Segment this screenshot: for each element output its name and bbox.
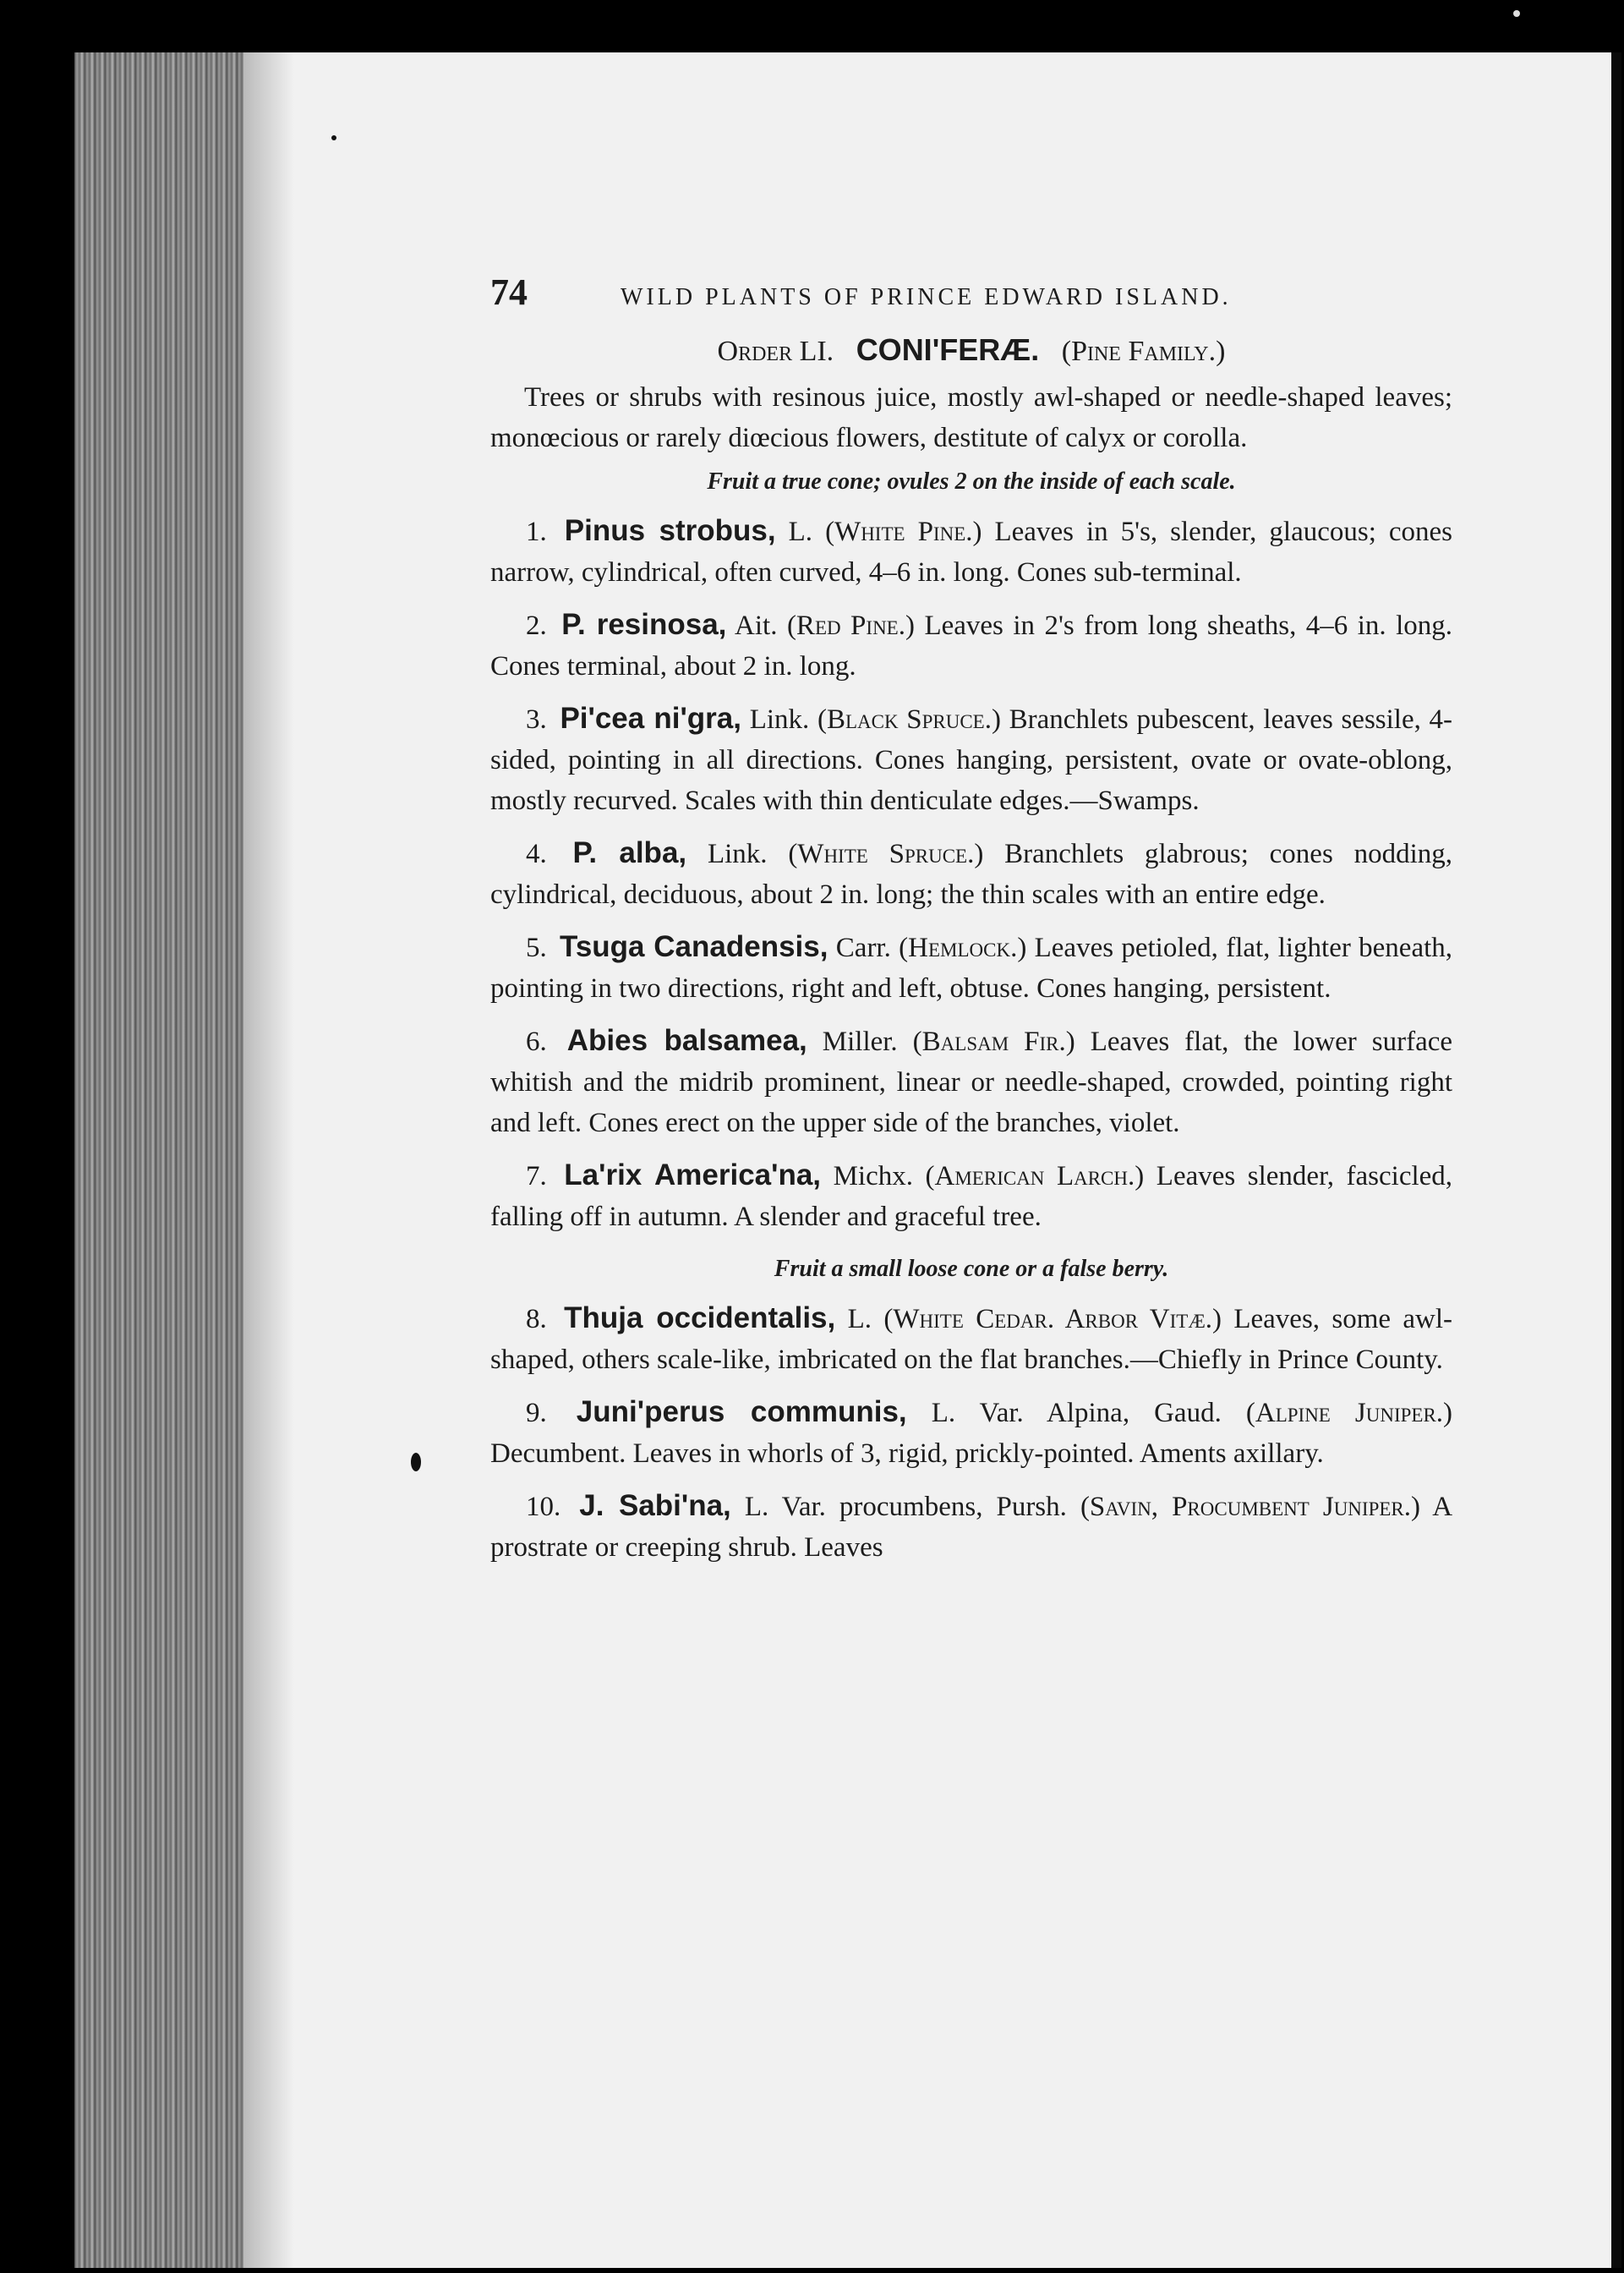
- species-description: Leaves petioled, flat, lighter beneath, pointing in two directions, right and left, obtuse. Cones hanging, persistent.: [490, 933, 1453, 1004]
- page-text: [490, 272, 1452, 1580]
- species-description: Branchlets glabrous; cones nodding, cylindrical, deciduous, about 2 in. long; the thin scales with an entire edge.: [490, 839, 1453, 910]
- species-number: 7.: [526, 1161, 547, 1191]
- species-entry: [490, 698, 1452, 821]
- species-description: Leaves slender, fascicled, falling off in autumn. A slender and graceful tree.: [490, 1161, 1453, 1232]
- species-description: Branchlets pubescent, leaves sessile, 4-sided, pointing in all directions. Cones hanging, persistent, ovate or ovate-oblong, mostly recurved. Scales with thin denticulate edges.—Swamps.: [490, 704, 1453, 816]
- section-subhead: Fruit a small loose cone or a false berry.: [774, 1256, 1169, 1282]
- species-common-name: (Hemlock.): [899, 933, 1027, 963]
- species-common-name: (White Cedar. Arbor Vitæ.): [883, 1304, 1222, 1334]
- species-common-name: (American Larch.): [925, 1161, 1145, 1191]
- species-common-name: (Balsam Fir.): [912, 1027, 1075, 1057]
- species-name: Abies balsamea,: [566, 1024, 807, 1057]
- species-number: 10.: [526, 1492, 561, 1522]
- dust-speck: [1513, 10, 1520, 17]
- page-number: 74: [490, 271, 528, 313]
- book-spine-shadow: [74, 52, 243, 2268]
- dust-speck: [331, 135, 336, 140]
- species-description: Leaves in 5's, slender, glaucous; cones narrow, cylindrical, often curved, 4–6 in. long. Cones sub-terminal.: [490, 517, 1453, 588]
- species-number: 4.: [526, 839, 547, 869]
- species-entry: [490, 1392, 1452, 1474]
- running-head: [490, 272, 1452, 318]
- species-common-name: (Red Pine.): [786, 611, 915, 641]
- species-entry: [490, 511, 1452, 593]
- species-description: Decumbent. Leaves in whorls of 3, rigid, prickly-pointed. Aments axillary.: [490, 1438, 1324, 1469]
- species-author: Link.: [707, 839, 768, 869]
- species-name: La'rix America'na,: [564, 1158, 822, 1191]
- species-common-name: (Black Spruce.): [817, 704, 1001, 735]
- species-description: Leaves, some awl-shaped, others scale-like, imbricated on the flat branches.—Chiefly in Prince County.: [490, 1304, 1453, 1375]
- order-description: Trees or shrubs with resinous juice, mostly awl-shaped or needle-shaped leaves; monœcious or rarely diœcious flowers, destitute of calyx or corolla.: [490, 382, 1452, 453]
- species-author: Miller.: [822, 1027, 898, 1057]
- species-description: Leaves in 2's from long sheaths, 4–6 in. long. Cones terminal, about 2 in. long.: [490, 611, 1453, 682]
- species-name: P. alba,: [572, 836, 687, 869]
- species-common-name: (Alpine Juniper.): [1245, 1398, 1453, 1428]
- order-common-name: (Pine Family.): [1061, 336, 1226, 367]
- species-number: 8.: [526, 1304, 547, 1334]
- species-author: Michx.: [833, 1161, 913, 1191]
- species-entry: [490, 927, 1452, 1009]
- species-number: 9.: [526, 1398, 547, 1428]
- section-subhead: Fruit a true cone; ovules 2 on the inside of each scale.: [707, 468, 1236, 495]
- order-name: CONI'FERÆ.: [856, 332, 1040, 367]
- species-number: 2.: [526, 611, 547, 641]
- species-name: Pi'cea ni'gra,: [560, 702, 741, 735]
- order-label: Order LI.: [717, 336, 834, 367]
- species-common-name: (White Pine.): [825, 517, 982, 547]
- species-entry: [490, 1298, 1452, 1380]
- species-number: 1.: [526, 517, 547, 547]
- species-name: Thuja occidentalis,: [564, 1301, 836, 1334]
- order-heading: [490, 330, 1452, 372]
- species-author: Link.: [749, 704, 810, 735]
- species-author: L.: [847, 1304, 872, 1334]
- species-number: 6.: [526, 1027, 547, 1057]
- running-title: WILD PLANTS OF PRINCE EDWARD ISLAND.: [621, 284, 1232, 310]
- species-common-name: (Savin, Procumbent Juniper.): [1080, 1492, 1420, 1522]
- species-entry: [490, 1021, 1452, 1143]
- species-name: Tsuga Canadensis,: [560, 930, 828, 963]
- species-author: Ait.: [735, 611, 778, 641]
- species-entry: [490, 1155, 1452, 1237]
- species-number: 3.: [526, 704, 547, 735]
- species-author: L.: [788, 517, 813, 547]
- species-description: A prostrate or creeping shrub. Leaves: [490, 1492, 1453, 1563]
- species-name: J. Sabi'na,: [579, 1489, 731, 1522]
- species-entry: [490, 605, 1452, 687]
- species-name: Pinus strobus,: [564, 514, 776, 547]
- species-name: Juni'perus communis,: [576, 1395, 907, 1428]
- page-edge: [1611, 52, 1621, 2268]
- species-author: L. Var. Alpina, Gaud.: [931, 1398, 1222, 1428]
- species-common-name: (White Spruce.): [788, 839, 984, 869]
- species-description: Leaves flat, the lower surface whitish and the midrib prominent, linear or needle-shaped, crowded, pointing right and left. Cones erect on the upper side of the branches, violet.: [490, 1027, 1453, 1138]
- species-name: P. resinosa,: [561, 608, 727, 641]
- dust-speck: [411, 1453, 421, 1471]
- species-number: 5.: [526, 933, 547, 963]
- species-entry: [490, 1486, 1452, 1568]
- species-author: L. Var. procumbens, Pursh.: [744, 1492, 1067, 1522]
- species-author: Carr.: [835, 933, 891, 963]
- species-entry: [490, 833, 1452, 915]
